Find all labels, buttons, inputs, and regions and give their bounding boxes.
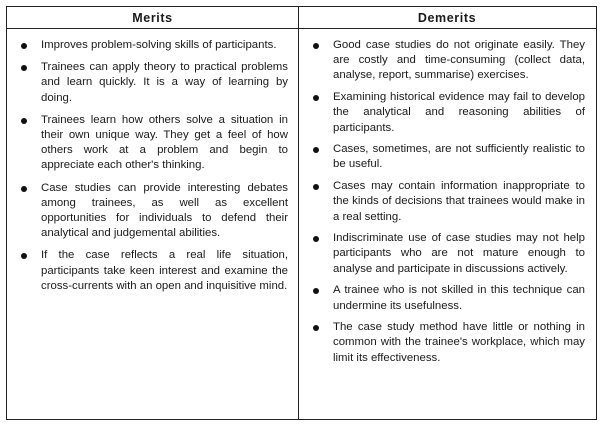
merit-item bbox=[21, 60, 288, 106]
merits-header: Merits bbox=[7, 7, 299, 28]
merit-text: Trainees learn how others solve a situation in their own unique way. They get a feel of how others work at a problem and begin to appreciate each other's thinking. bbox=[41, 113, 288, 172]
merit-text: If the case reflects a real life situation, participants take keen interest and examine the cross-currents with an open and inquisitive mind. bbox=[41, 249, 288, 292]
demerit-item bbox=[313, 38, 585, 84]
table-header-row bbox=[7, 7, 596, 29]
merit-item bbox=[21, 181, 288, 242]
demerit-text: Examining historical evidence may fail to develop the analytical and reasoning abilities of participants. bbox=[333, 91, 585, 134]
demerit-item bbox=[313, 179, 585, 225]
merit-text: Case studies can provide interesting debates among trainees, as well as excellent opportunities for individuals to defend their analytical and judgemental abilities. bbox=[41, 181, 288, 240]
bullet-icon bbox=[313, 43, 319, 49]
bullet-icon bbox=[313, 95, 319, 101]
demerits-cell bbox=[299, 29, 595, 419]
bullet-icon bbox=[313, 288, 319, 294]
merits-demerits-table bbox=[6, 6, 597, 420]
merit-item bbox=[21, 248, 288, 294]
demerit-text: Cases, sometimes, are not sufficiently realistic to be useful. bbox=[333, 143, 585, 171]
bullet-icon bbox=[21, 65, 27, 71]
bullet-icon bbox=[313, 325, 319, 331]
demerits-list bbox=[313, 38, 585, 366]
merits-list bbox=[21, 38, 288, 294]
bullet-icon bbox=[21, 43, 27, 49]
table-body-row bbox=[7, 29, 596, 419]
bullet-icon bbox=[313, 236, 319, 242]
demerit-item bbox=[313, 283, 585, 313]
merit-item bbox=[21, 113, 288, 174]
bullet-icon bbox=[21, 253, 27, 259]
demerit-text: Good case studies do not originate easily. They are costly and time-consuming (collect data, analyse, report, summarise) exercises. bbox=[333, 39, 585, 82]
demerit-item bbox=[313, 142, 585, 172]
merit-text: Improves problem-solving skills of participants. bbox=[41, 39, 277, 51]
bullet-icon bbox=[21, 118, 27, 124]
merit-item bbox=[21, 38, 288, 53]
bullet-icon bbox=[21, 186, 27, 192]
demerit-item bbox=[313, 320, 585, 366]
demerits-header: Demerits bbox=[417, 10, 477, 25]
demerit-item bbox=[313, 231, 585, 277]
bullet-icon bbox=[313, 147, 319, 153]
demerit-text: A trainee who is not skilled in this technique can undermine its usefulness. bbox=[333, 284, 585, 312]
merit-text: Trainees can apply theory to practical problems and learn quickly. It is a way of learning by doing. bbox=[41, 61, 288, 104]
demerit-text: Cases may contain information inappropriate to the kinds of decisions that trainees would make in a real setting. bbox=[333, 180, 585, 223]
demerit-text: Indiscriminate use of case studies may not help participants who are not mature enough to analyse and participate in discussions actively. bbox=[333, 232, 585, 275]
merits-cell bbox=[7, 29, 299, 419]
demerit-text: The case study method have little or nothing in common with the trainee's workplace, which may limit its effectiveness. bbox=[333, 321, 585, 364]
bullet-icon bbox=[313, 184, 319, 190]
demerit-item bbox=[313, 90, 585, 136]
